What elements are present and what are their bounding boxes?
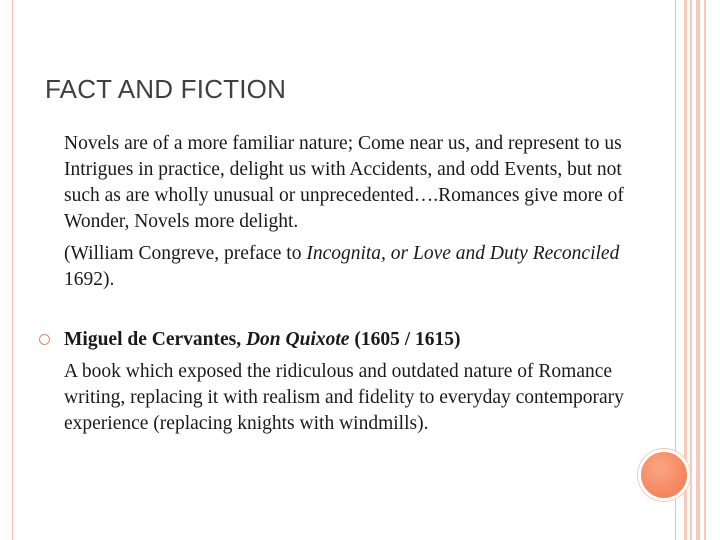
bullet-heading (64, 327, 624, 353)
side-bar-line (704, 0, 706, 540)
bullet-author: Miguel de Cervantes, (64, 329, 246, 350)
bullet-dates: (1605 / 1615) (349, 329, 461, 350)
quote-paragraph: Novels are of a more familiar nature; Come near us, and represent to us Intrigues in practice, delight us with Accidents, and odd Events, but not such as are wholly unusual or unprecedented….Romances give more of Wonder, Novels more delight. (64, 133, 624, 232)
decorative-circle-icon (638, 449, 690, 501)
bullet-description: A book which exposed the ridiculous and outdated nature of Romance writing, replacing it with realism and fidelity to everyday contemporary experience (replacing knights with windmills). (64, 361, 624, 434)
citation-paragraph (64, 241, 624, 293)
citation-work-title: Incognita, or Love and Duty Reconciled (306, 243, 620, 264)
side-bar-line (690, 0, 692, 540)
slide-body (64, 131, 624, 437)
side-bar-line (696, 0, 700, 540)
citation-prefix: (William Congreve, preface to (64, 243, 307, 264)
decorative-side-bars (684, 0, 708, 540)
citation-suffix: 1692). (64, 269, 115, 290)
slide-title: FACT AND FICTION (45, 74, 287, 104)
bullet-work-title: Don Quixote (245, 329, 350, 350)
bullet-circle-icon (39, 334, 50, 345)
